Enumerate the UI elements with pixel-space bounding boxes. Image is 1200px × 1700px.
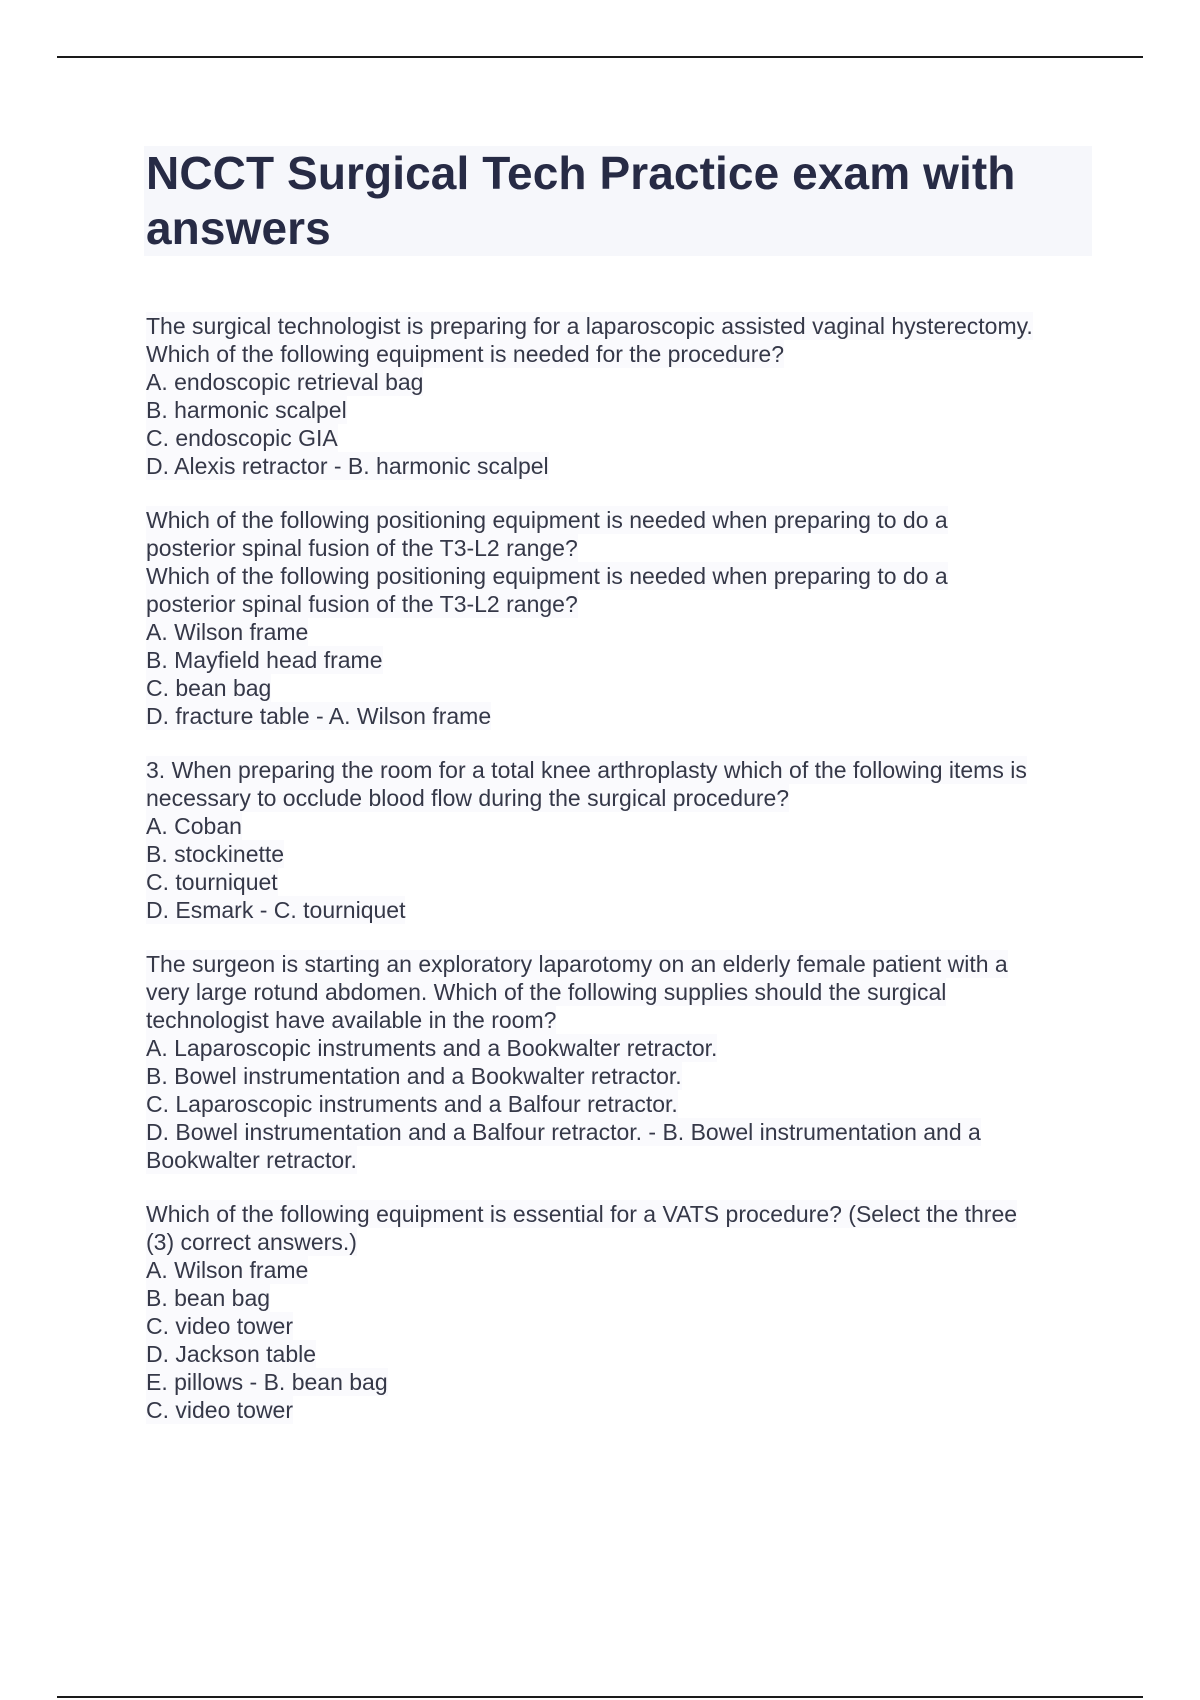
question-5-answer: C. video tower xyxy=(146,1397,294,1423)
bottom-rule xyxy=(57,1696,1143,1698)
question-3-option: B. stockinette xyxy=(146,841,285,867)
question-3-option: A. Coban xyxy=(146,813,242,839)
question-2-option: A. Wilson frame xyxy=(146,619,309,645)
question-4-line: The surgeon is starting an exploratory laparotomy on an elderly female patient with a xyxy=(146,951,1008,977)
question-4-option: A. Laparoscopic instruments and a Bookwalter retractor. xyxy=(146,1035,718,1061)
question-5-option: C. video tower xyxy=(146,1313,294,1339)
question-2-line: Which of the following positioning equipment is needed when preparing to do a xyxy=(146,507,948,533)
question-5-line: (3) correct answers.) xyxy=(146,1229,357,1255)
question-4 xyxy=(146,950,1106,1174)
question-3 xyxy=(146,756,1106,924)
question-2-line: posterior spinal fusion of the T3-L2 range? xyxy=(146,591,578,617)
question-3-answer: D. Esmark - C. tourniquet xyxy=(146,897,406,923)
question-5-answer: E. pillows - B. bean bag xyxy=(146,1369,388,1395)
question-2-option: C. bean bag xyxy=(146,675,272,701)
question-1-option: A. endoscopic retrieval bag xyxy=(146,369,424,395)
title-box xyxy=(144,146,1092,256)
top-rule xyxy=(57,56,1143,58)
question-1 xyxy=(146,312,1106,480)
question-list xyxy=(146,312,1106,1450)
question-5-option: D. Jackson table xyxy=(146,1341,317,1367)
question-1-answer: D. Alexis retractor - B. harmonic scalpel xyxy=(146,453,549,479)
question-1-option: B. harmonic scalpel xyxy=(146,397,347,423)
question-1-line: The surgical technologist is preparing for a laparoscopic assisted vaginal hysterectomy. xyxy=(146,313,1033,339)
question-5-option: B. bean bag xyxy=(146,1285,271,1311)
question-5 xyxy=(146,1200,1106,1424)
question-5-line: Which of the following equipment is essential for a VATS procedure? (Select the three xyxy=(146,1201,1018,1227)
question-2-option: B. Mayfield head frame xyxy=(146,647,383,673)
question-2-line: Which of the following positioning equipment is needed when preparing to do a xyxy=(146,563,948,589)
document-title: NCCT Surgical Tech Practice exam with answers xyxy=(146,147,1016,254)
question-4-line: technologist have available in the room? xyxy=(146,1007,557,1033)
question-2-line: posterior spinal fusion of the T3-L2 range? xyxy=(146,535,578,561)
question-3-option: C. tourniquet xyxy=(146,869,278,895)
question-1-line: Which of the following equipment is needed for the procedure? xyxy=(146,341,785,367)
question-5-option: A. Wilson frame xyxy=(146,1257,309,1283)
question-4-answer: D. Bowel instrumentation and a Balfour retractor. - B. Bowel instrumentation and a xyxy=(146,1119,981,1145)
question-3-line: 3. When preparing the room for a total knee arthroplasty which of the following items is xyxy=(146,757,1027,783)
question-4-option: C. Laparoscopic instruments and a Balfour retractor. xyxy=(146,1091,678,1117)
question-4-answer: Bookwalter retractor. xyxy=(146,1147,357,1173)
question-3-line: necessary to occlude blood flow during the surgical procedure? xyxy=(146,785,790,811)
question-1-option: C. endoscopic GIA xyxy=(146,425,338,451)
question-4-line: very large rotund abdomen. Which of the following supplies should the surgical xyxy=(146,979,947,1005)
question-2-answer: D. fracture table - A. Wilson frame xyxy=(146,703,492,729)
question-2 xyxy=(146,506,1106,730)
question-4-option: B. Bowel instrumentation and a Bookwalter retractor. xyxy=(146,1063,682,1089)
